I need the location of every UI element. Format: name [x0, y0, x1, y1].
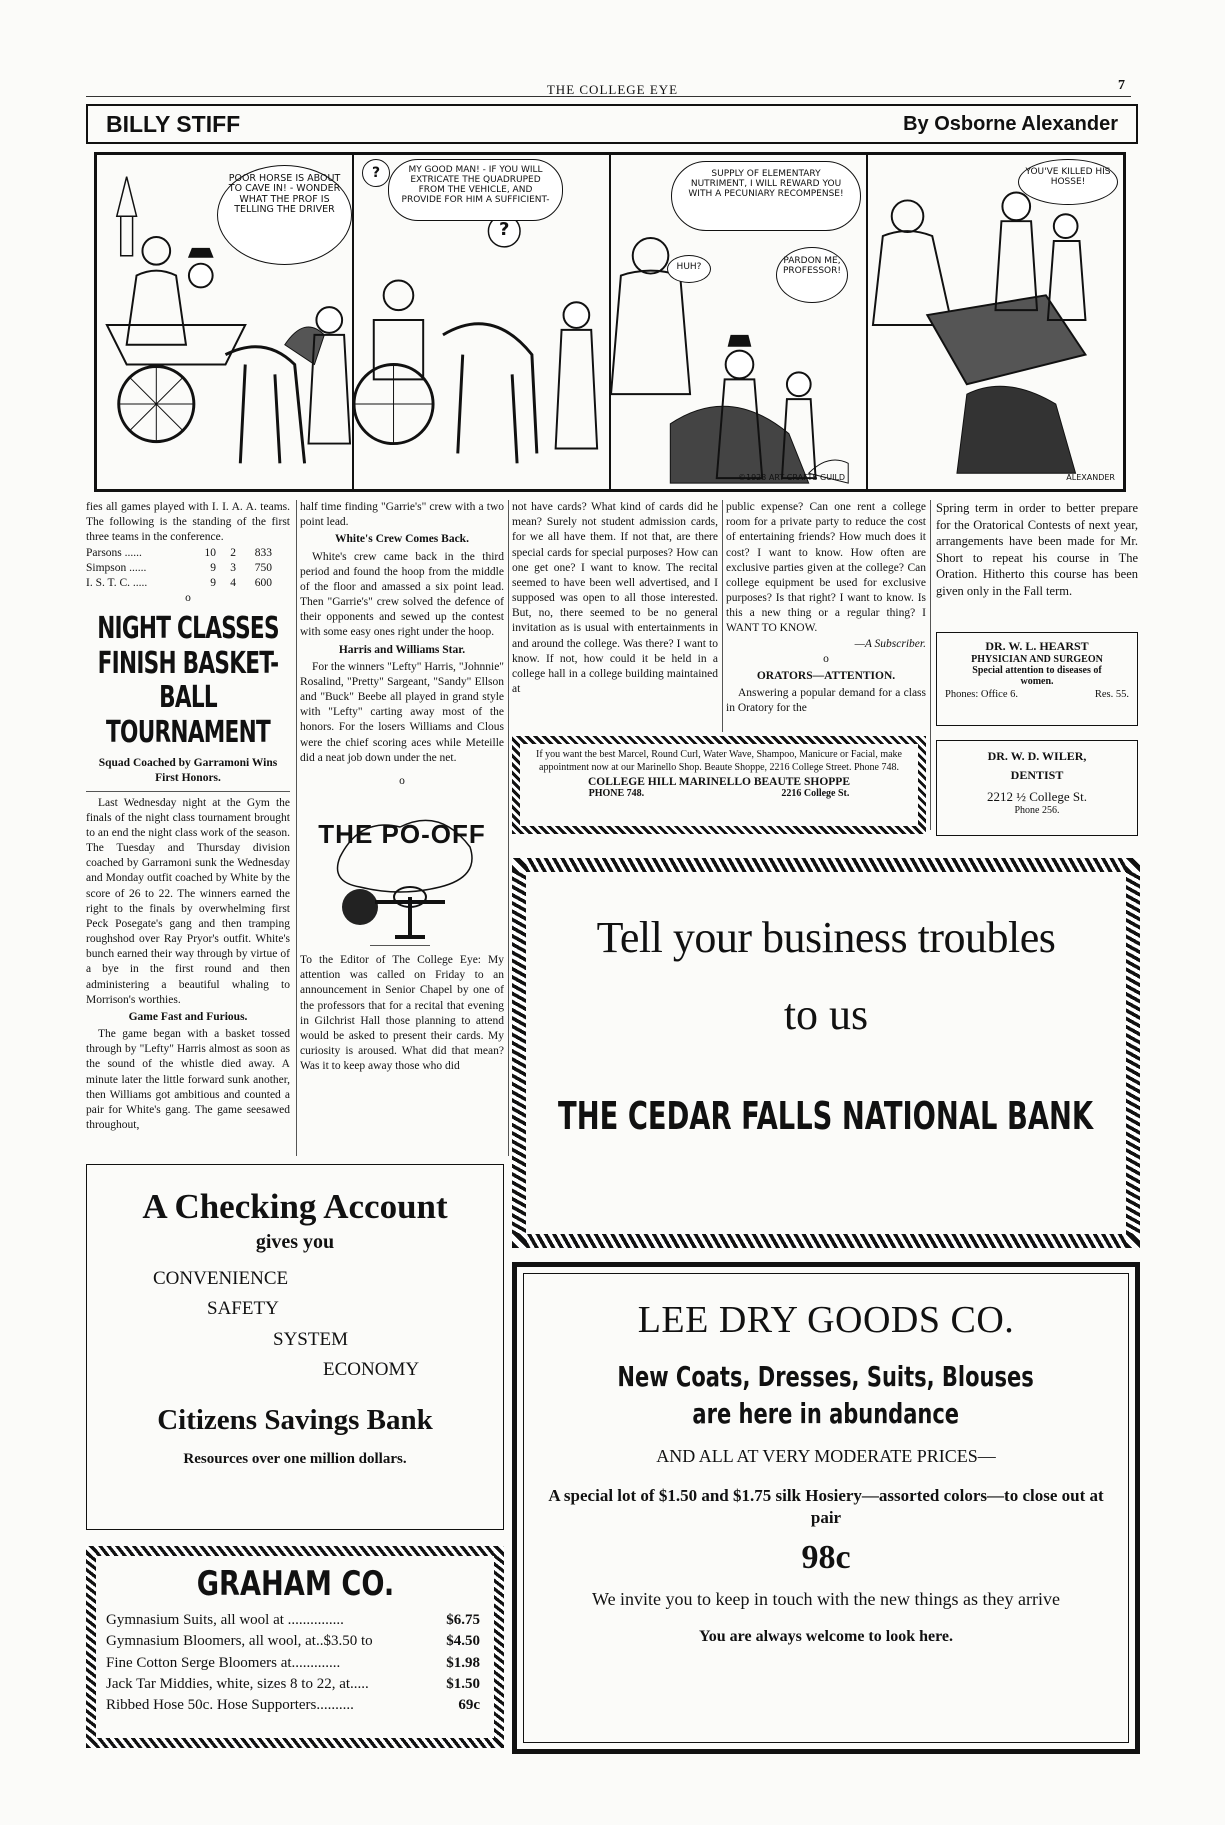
- list-item: [106, 1653, 480, 1674]
- column-rule: [508, 500, 509, 1156]
- comic-panel-3: [611, 155, 868, 489]
- comic-panel-3-bubble: SUPPLY OF ELEMENTARY NUTRIMENT, I WILL REWARD YOU WITH A PECUNIARY RECOMPENSE!: [671, 161, 861, 231]
- benefit-item: SAFETY: [207, 1298, 279, 1320]
- comic-author: By Osborne Alexander: [903, 112, 1118, 135]
- column-5: [936, 500, 1138, 599]
- hearst-ad: [936, 632, 1138, 726]
- article-subhead: Harris and Williams Star.: [338, 643, 466, 656]
- comic-panel-4-drawing: [868, 155, 1123, 489]
- lee-line1-wrap: [524, 1360, 1128, 1393]
- marinello-phone: PHONE 748.: [588, 788, 645, 799]
- po-off-title: THE PO-OFF: [318, 819, 486, 850]
- lee-name: LEE DRY GOODS CO.: [637, 1299, 1015, 1341]
- comic-panel-1: [97, 155, 354, 489]
- comic-strip: [94, 152, 1126, 492]
- article-body: half time finding "Garrie's" crew with a two point lead.: [300, 501, 504, 529]
- letter-body: To the Editor of The College Eye: My attention was called on Friday to an announcement in Senior Chapel by one of the professors that for a recital that evening in Gilchrist Hall those planning to attend would be asked to present their cards. My curiosity is aroused. What did that mean? Was it to keep away those who did: [300, 954, 504, 1073]
- marinello-body: If you want the best Marcel, Round Curl, Water Wave, Shampoo, Manicure or Facial, make appointment now at our Marinello Shop. Beaute Shoppe, 2216 College Street. Phone 748.: [536, 749, 902, 773]
- comic-panel-2-question-mark: ?: [499, 219, 510, 240]
- hearst-res-phone: Res. 55.: [1094, 689, 1129, 700]
- hearst-title: PHYSICIAN AND SURGEON: [971, 654, 1103, 665]
- item-label: Ribbed Hose 50c. Hose Supporters..........: [106, 1697, 354, 1714]
- wiler-name: DR. W. D. WILER,: [987, 749, 1087, 763]
- comic-title: BILLY STIFF: [106, 110, 241, 137]
- article-subhead: Game Fast and Furious.: [128, 1010, 248, 1023]
- article-body: White's crew came back in the third period and found the hoop from the middle of the floor and amassed a six point lead. Then "Garrie's" crew solved the defence of their opponents and sewed up the contest with some easy ones right under the hoop.: [300, 550, 504, 639]
- percentage: 600: [254, 576, 272, 589]
- column-4: [726, 500, 926, 716]
- logo-rule: [370, 945, 430, 946]
- hearst-office-phone: Phones: Office 6.: [945, 689, 1019, 700]
- list-item: [106, 1695, 480, 1716]
- item-label: Gymnasium Suits, all wool at ...............: [106, 1612, 344, 1628]
- letter-body: not have cards? What kind of cards did he mean? Surely not student admission cards, for we all have them. If not that, are there special cards for special purposes? How can one get one? I want to know. The recital seemed to have been well advertised, and I supposed was open to all those interested. But, no, there seemed to be no general invitation as is usual with entertainments in and around the college. Was there? I want to know. If not, how could it be held in a college hall in a college building maintained at: [512, 501, 718, 696]
- bank-name-wrap: [526, 1094, 1126, 1138]
- team-name: I. S. T. C. .....: [86, 576, 148, 589]
- article-body: Spring term in order to better prepare for the Oratorical Contests of next year, arrangements have been made for Mr. Short to repeat his course in The Oration. Hitherto this course has been given only in the Fall term.: [936, 501, 1138, 598]
- letter-signoff: —A Subscriber.: [854, 637, 926, 650]
- benefit-item: ECONOMY: [323, 1359, 420, 1381]
- lee-line2-wrap: [524, 1397, 1128, 1430]
- cedar-falls-bank-ad: [512, 858, 1140, 1248]
- benefit-item: CONVENIENCE: [153, 1268, 289, 1289]
- comic-panel-2: [354, 155, 611, 489]
- wiler-address: 2212 ½ College St.: [986, 789, 1088, 804]
- column-2: [300, 500, 504, 1074]
- graham-name-wrap: [96, 1564, 494, 1604]
- losses: 3: [230, 561, 236, 574]
- article-body: Answering a popular demand for a class in Oratory for the: [726, 687, 926, 715]
- article-body: For the winners "Lefty" Harris, "Johnnie" Rosalind, "Pretty" Sargeant, "Sandy" Ellson and "Buck" Beebe all played in grand style with "Lefty" carting away most of the honors. For the losers Williams and Clous were the chief scoring aces while Meteille did a neat job down under the net.: [300, 660, 504, 764]
- wiler-phone: Phone 256.: [1014, 805, 1060, 816]
- divider: o: [399, 774, 405, 787]
- standings-table: [86, 546, 276, 592]
- standings-intro: fies all games played with I. I. A. A. teams. The following is the standing of the first three teams in the conference.: [86, 501, 290, 544]
- bank-name: THE CEDAR FALLS NATIONAL BANK: [558, 1094, 1094, 1138]
- divider: o: [823, 652, 829, 665]
- lee-price: 98c: [801, 1539, 851, 1577]
- lee-invite: We invite you to keep in touch with the new things as they arrive: [592, 1589, 1060, 1610]
- wiler-ad: [936, 740, 1138, 836]
- citizens-subtitle: gives you: [255, 1231, 335, 1253]
- list-item: [106, 1674, 480, 1695]
- table-row: [86, 561, 276, 576]
- newspaper-title: THE COLLEGE EYE: [546, 82, 679, 97]
- comic-panel-3-huh: HUH?: [667, 255, 711, 283]
- table-row: [86, 576, 276, 591]
- page-number: 7: [1118, 78, 1125, 93]
- lee-line3: AND ALL AT VERY MODERATE PRICES—: [656, 1446, 996, 1466]
- item-price: $6.75: [446, 1612, 480, 1628]
- bank-tagline-1: Tell your business troubles: [596, 913, 1056, 962]
- lee-welcome: You are always welcome to look here.: [698, 1628, 954, 1646]
- lee-line1: New Coats, Dresses, Suits, Blouses: [617, 1360, 1035, 1393]
- column-rule: [930, 500, 931, 830]
- divider: o: [185, 592, 191, 605]
- header-rule: [86, 96, 1131, 97]
- percentage: 750: [254, 561, 272, 574]
- comic-header: [86, 104, 1138, 144]
- item-label: Fine Cotton Serge Bloomers at.............: [106, 1654, 341, 1671]
- hearst-special: Special attention to diseases of women.: [972, 665, 1102, 687]
- citizens-bank-name: Citizens Savings Bank: [157, 1403, 433, 1436]
- graham-price-list: [96, 1604, 494, 1716]
- losses: 4: [230, 576, 236, 589]
- article-headline: NIGHT CLASSES FINISH BASKET-BALL TOURNAMENT: [97, 611, 279, 750]
- item-price: $4.50: [446, 1633, 480, 1650]
- wiler-title: DENTIST: [1010, 768, 1064, 782]
- citizens-benefits: [87, 1264, 503, 1386]
- team-name: Simpson ......: [86, 561, 147, 574]
- lee-inner-frame: [523, 1273, 1129, 1743]
- graham-co-ad: [86, 1546, 504, 1748]
- list-item: [106, 1610, 480, 1631]
- column-rule: [722, 500, 723, 732]
- item-price: $1.98: [446, 1654, 480, 1671]
- lee-special-offer: A special lot of $1.50 and $1.75 silk Hosiery—assorted colors—to close out at pair: [548, 1486, 1104, 1528]
- hearst-name: DR. W. L. HEARST: [985, 639, 1089, 653]
- article-body: The game began with a basket tossed through by "Lefty" Harris almost as soon as the sound of the whistle died away. A minute later the little forward sunk another, then Williams got ambitious and counted a pair for White's gang. The game seesawed throughout,: [86, 1028, 290, 1132]
- wins: 9: [210, 576, 216, 589]
- bank-tagline-2: to us: [783, 990, 869, 1039]
- wins: 9: [210, 561, 216, 574]
- citizens-title: A Checking Account: [142, 1187, 448, 1226]
- comic-panel-4-bubble: YOU'VE KILLED HIS HOSSE!: [1018, 159, 1118, 205]
- article-subhead: White's Crew Comes Back.: [335, 533, 469, 546]
- article-subhead: ORATORS—ATTENTION.: [756, 669, 896, 682]
- article-deck: Squad Coached by Garramoni Wins First Honors.: [98, 757, 278, 785]
- percentage: 833: [254, 546, 272, 559]
- benefit-item: SYSTEM: [273, 1328, 348, 1350]
- comic-signature: ALEXANDER: [1066, 473, 1115, 482]
- comic-panel-3-pardon: PARDON ME, PROFESSOR!: [776, 247, 848, 303]
- item-label: Jack Tar Middies, white, sizes 8 to 22, at.....: [106, 1675, 369, 1692]
- item-price: $1.50: [446, 1675, 480, 1692]
- comic-panel-1-bubble: POOR HORSE IS ABOUT TO CAVE IN! - WONDER WHAT THE PROF IS TELLING THE DRIVER: [217, 165, 352, 265]
- item-label: Gymnasium Bloomers, all wool, at..$3.50 to: [106, 1633, 373, 1650]
- article-body: Last Wednesday night at the Gym the finals of the night class tournament brought to an end the night class work of the season. The Tuesday and Thursday division coached by Garramoni sunk the Wednesday and Monday outfit coached by White by the score of 26 to 22. The winners earned the right to the finals by overwhelming first Peck Posegate's gang and then tramping roughshod over Ray Pryor's outfit. White's bunch earned their way through by virtue of a bye in the first round and then administering a beautiful whaling to Morrison's worthies.: [86, 796, 290, 1006]
- comic-panel-2-question: ?: [362, 159, 390, 187]
- comic-credit: ©1923 ART CRAFTS GUILD: [738, 473, 846, 482]
- marinello-contact: [520, 788, 918, 799]
- marinello-name: COLLEGE HILL MARINELLO BEAUTE SHOPPE: [587, 776, 850, 788]
- letter-body: public expense? Can one rent a college room for a private party to reduce the cost of entertaining friends? How much does it cost? I want to know. How often are exclusive parties given at the college? Can college equipment be used for exclusive purposes? Is that right? I want to know. Is this a new thing or a regular thing? I WANT TO KNOW.: [726, 501, 926, 635]
- column-3: [512, 500, 718, 697]
- column-1: [86, 500, 290, 1133]
- lee-dry-goods-ad: [512, 1262, 1140, 1754]
- graham-name: GRAHAM CO.: [196, 1564, 394, 1604]
- item-price: 69c: [458, 1697, 480, 1714]
- hearst-phones: [945, 689, 1129, 700]
- marinello-address: 2216 College St.: [781, 788, 850, 799]
- team-name: Parsons ......: [86, 546, 142, 559]
- citizens-resources: Resources over one million dollars.: [183, 1450, 407, 1467]
- marinello-ad: [512, 736, 926, 834]
- lee-line2: are here in abundance: [692, 1397, 960, 1430]
- column-rule: [296, 500, 297, 1156]
- table-row: [86, 546, 276, 561]
- deck-rule: [86, 791, 290, 792]
- po-off-logo: [300, 797, 504, 947]
- list-item: [106, 1631, 480, 1652]
- wins: 10: [204, 546, 216, 559]
- comic-panel-2-bubble: MY GOOD MAN! - IF YOU WILL EXTRICATE THE QUADRUPED FROM THE VEHICLE, AND PROVIDE FOR HIM A SUFFICIENT-: [388, 159, 563, 221]
- losses: 2: [230, 546, 236, 559]
- citizens-bank-ad: [86, 1164, 504, 1530]
